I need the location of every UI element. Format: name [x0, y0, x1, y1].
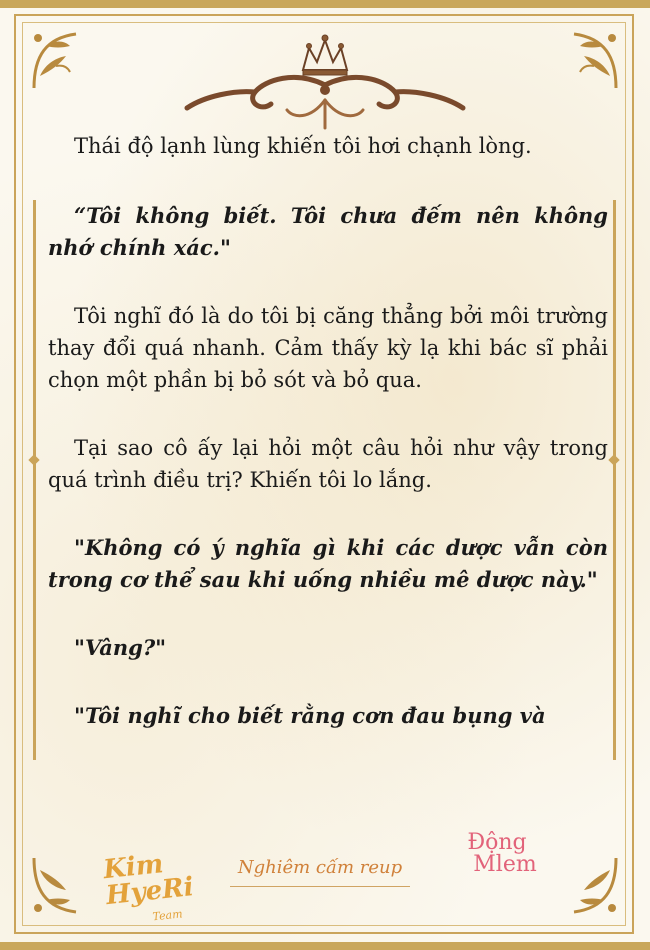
team-logo-left-name: Kim HyeRi [101, 849, 196, 912]
paragraph: Tôi nghĩ đó là do tôi bị căng thẳng bởi môi trường thay đổi quá nhanh. Cảm thấy kỳ lạ khi bác sĩ phải chọn một phần bị bỏ sót và bỏ qua. [48, 304, 608, 392]
corner-flourish-icon [554, 26, 624, 96]
team-logo-left [101, 847, 208, 924]
team-logo-right-line2: Mlem [473, 852, 537, 877]
team-logo-right [430, 832, 570, 912]
team-logo-right-line1: Động [467, 830, 527, 855]
paragraph: Thái độ lạnh lùng khiến tôi hơi chạnh lòng. [74, 134, 532, 158]
right-side-rule [613, 200, 616, 760]
team-logo-left-sub: Team [151, 907, 184, 924]
story-text [48, 130, 608, 768]
top-border-band [0, 0, 650, 8]
paragraph: Tại sao cô ấy lại hỏi một câu hỏi như vậy trong quá trình điều trị? Khiến tôi lo lắng. [48, 436, 608, 492]
crown-ornament-icon [175, 30, 475, 135]
bottom-border-band [0, 942, 650, 950]
dialogue-paragraph: "Vâng?" [74, 635, 167, 660]
notice-underline [230, 886, 410, 887]
dialogue-paragraph: “Tôi không biết. Tôi chưa đếm nên không nhớ chính xác." [48, 203, 608, 260]
corner-flourish-icon [26, 850, 96, 920]
corner-flourish-icon [26, 26, 96, 96]
dialogue-paragraph: "Tôi nghĩ cho biết rằng cơn đau bụng và [74, 703, 546, 728]
left-side-rule [33, 200, 36, 760]
reup-notice: Nghiêm cấm reup [237, 857, 403, 878]
dialogue-paragraph: "Không có ý nghĩa gì khi các dược vẫn còn trong cơ thể sau khi uống nhiều mê dược này." [48, 535, 608, 592]
